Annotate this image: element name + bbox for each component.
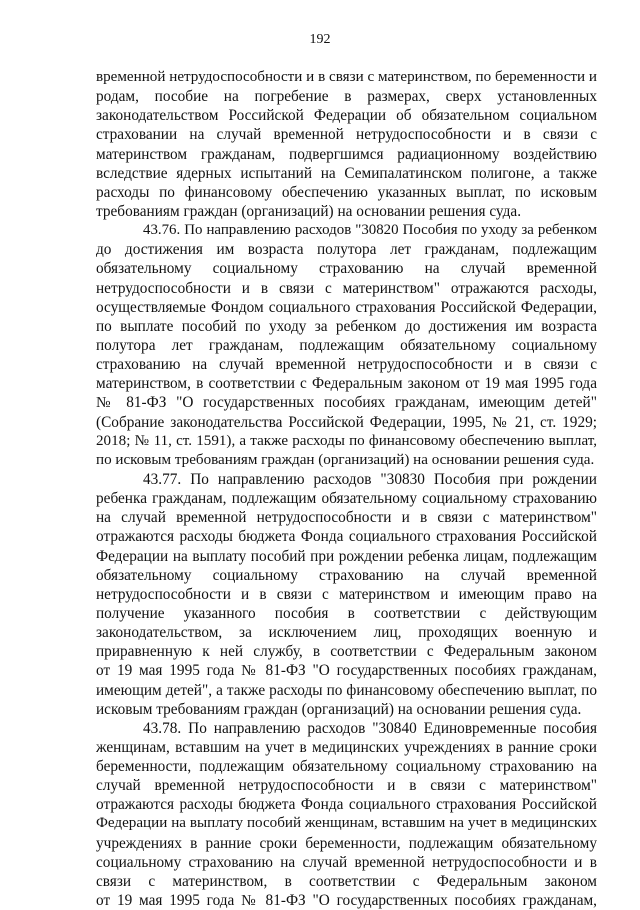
- text-line: обязательному социальному страхованию на случай временной: [96, 566, 597, 584]
- text-line: законодательством, за исключением лиц, проходящих военную и: [96, 624, 597, 642]
- text-line: страхованию на случай временной нетрудоспособности и в связи с: [96, 356, 597, 374]
- text-line: получение указанного пособия в соответствии с действующим: [96, 604, 597, 622]
- text-line: отражаются расходы бюджета Фонда социального страхования Российской: [96, 796, 597, 814]
- text-line: женщинам, вставшим на учет в медицинских учреждениях в ранние сроки: [96, 738, 597, 756]
- text-line: нетрудоспособности и в связи с материнством" отражаются расходы,: [96, 279, 597, 297]
- text-line: 43.77. По направлению расходов "30830 Пособия при рождении: [143, 470, 597, 488]
- text-line: 43.78. По направлению расходов "30840 Единовременные пособия: [143, 719, 597, 737]
- text-line: полутора лет гражданам, подлежащим обязательному социальному: [96, 336, 597, 354]
- text-line: беременности, подлежащим обязательному социальному страхованию на: [96, 758, 597, 776]
- text-line: 2018; № 11, ст. 1591), а также расходы по финансовому обеспечению выплат,: [96, 432, 597, 449]
- text-line: на случай временной нетрудоспособности и в связи с материнством": [96, 509, 597, 527]
- text-line: материнством гражданам, подвергшимся радиационному воздействию: [96, 145, 597, 163]
- text-line: отражаются расходы бюджета Фонда социального страхования Российской: [96, 528, 597, 546]
- text-line: нетрудоспособности и в связи с материнством и имеющим право на: [96, 585, 597, 603]
- page-number: 192: [309, 32, 331, 47]
- text-line: материнством, в соответствии с Федеральным законом от 19 мая 1995 года: [96, 375, 597, 393]
- text-line: имеющим детей", а также расходы по финансовому обеспечению выплат, по: [96, 681, 597, 699]
- text-line: от 19 мая 1995 года № 81-ФЗ "О государственных пособиях гражданам,: [96, 662, 597, 680]
- text-line: страховании на случай временной нетрудоспособности и в связи с: [96, 126, 597, 144]
- text-line: Федерации на выплату пособий женщинам, вставшим на учет в медицинских: [96, 815, 597, 832]
- text-line: законодательством Российской Федерации об обязательном социальном: [96, 107, 597, 125]
- text-line: осуществляемые Фондом социального страхования Российской Федерации,: [96, 298, 597, 316]
- text-line: случай временной нетрудоспособности и в связи с материнством": [96, 777, 597, 795]
- text-line: по исковым требованиям граждан (организаций) на основании решения суда.: [96, 451, 595, 468]
- text-line: № 81-ФЗ "О государственных пособиях гражданам, имеющим детей": [96, 394, 597, 412]
- text-line: (Собрание законодательства Российской Федерации, 1995, № 21, ст. 1929;: [96, 413, 597, 431]
- text-line: по выплате пособий по уходу за ребенком до достижения им возраста: [96, 317, 597, 335]
- text-line: связи с материнством, в соответствии с Федеральным законом: [96, 872, 597, 890]
- text-line: приравненную к ней службу, в соответствии с Федеральным законом: [96, 643, 597, 661]
- text-line: социальному страхованию на случай временной нетрудоспособности и в: [96, 853, 597, 871]
- body-text: [96, 68, 597, 910]
- text-line: Федерации на выплату пособий при рождении ребенка лицам, подлежащим: [96, 547, 597, 565]
- text-line: до достижения им возраста полутора лет гражданам, подлежащим: [96, 241, 597, 259]
- text-line: расходы по финансовому обеспечению указанных выплат, по исковым: [96, 183, 597, 201]
- text-line: от 19 мая 1995 года № 81-ФЗ "О государственных пособиях гражданам,: [96, 892, 597, 910]
- text-line: ребенка гражданам, подлежащим обязательному социальному страхованию: [96, 490, 597, 508]
- text-line: обязательному социальному страхованию на случай временной: [96, 260, 597, 278]
- text-line: требованиям граждан (организаций) на основании решения суда.: [96, 202, 522, 220]
- text-line: временной нетрудоспособности и в связи с материнством, по беременности и: [96, 69, 597, 85]
- text-line: родам, пособие на погребение в размерах, сверх установленных: [96, 88, 597, 106]
- text-line: исковым требованиям граждан (организаций) на основании решения суда.: [96, 700, 582, 718]
- text-line: вследствие ядерных испытаний на Семипалатинском полигоне, а также: [96, 164, 597, 182]
- text-line: 43.76. По направлению расходов "30820 Пособия по уходу за ребенком: [143, 222, 597, 239]
- text-line: учреждениях в ранние сроки беременности, подлежащим обязательному: [96, 834, 597, 852]
